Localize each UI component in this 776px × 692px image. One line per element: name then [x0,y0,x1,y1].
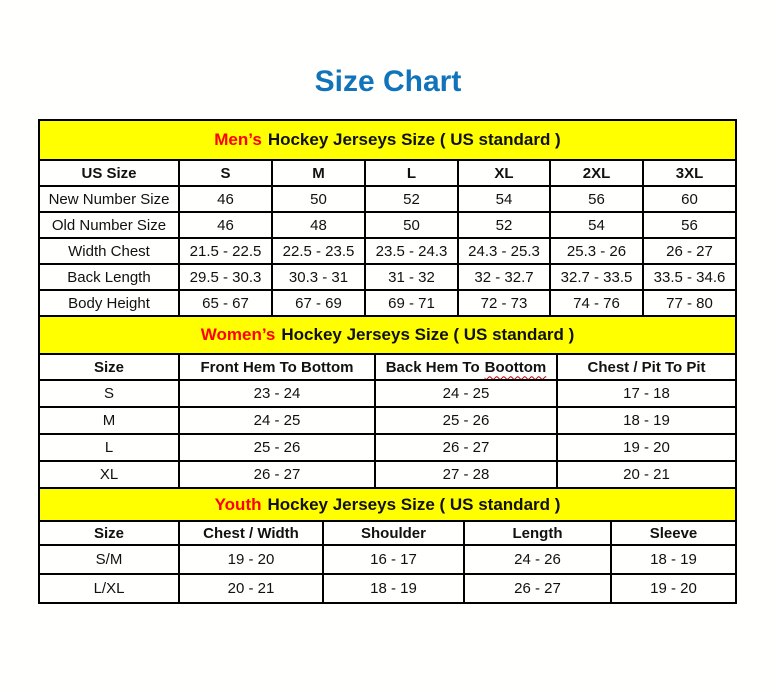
column-header [375,354,557,380]
table-row [39,290,736,316]
size-cell: 29.5 - 30.3 [179,264,272,290]
womens-section-label: Women’s [200,325,276,344]
size-cell: 30.3 - 31 [272,264,365,290]
size-cell: 46 [179,212,272,238]
size-cell: 25 - 26 [375,407,557,434]
womens-section-title [39,316,736,354]
size-cell: 21.5 - 22.5 [179,238,272,264]
size-cell: 23.5 - 24.3 [365,238,458,264]
row-label: Back Length [39,264,179,290]
size-cell: 19 - 20 [611,574,736,603]
size-cell: 26 - 27 [179,461,375,488]
size-cell: 48 [272,212,365,238]
mens-section-title-rest: Hockey Jerseys Size ( US standard ) [267,130,561,149]
youth-section-title-rest: Hockey Jerseys Size ( US standard ) [267,494,561,514]
size-cell: 67 - 69 [272,290,365,316]
row-label: Old Number Size [39,212,179,238]
size-cell: 33.5 - 34.6 [643,264,736,290]
column-header: US Size [39,160,179,186]
row-label: S [39,380,179,407]
row-label: Body Height [39,290,179,316]
womens-section-title-rest: Hockey Jerseys Size ( US standard ) [281,325,575,344]
size-cell: 19 - 20 [557,434,736,461]
column-header: Length [464,521,611,545]
size-cell: 46 [179,186,272,212]
row-label: L/XL [39,574,179,603]
size-cell: 24 - 26 [464,545,611,574]
size-cell: 22.5 - 23.5 [272,238,365,264]
size-cell: 26 - 27 [464,574,611,603]
youth-column-header-row [39,521,736,545]
page-title: Size Chart [314,65,462,98]
size-cell: 50 [365,212,458,238]
youth-size-table [38,487,737,604]
youth-section-title [39,488,736,521]
size-cell: 31 - 32 [365,264,458,290]
table-row [39,434,736,461]
table-row [39,407,736,434]
size-chart-container [38,119,735,604]
column-header: Size [39,354,179,380]
size-cell: 69 - 71 [365,290,458,316]
mens-size-table [38,119,737,317]
row-label: New Number Size [39,186,179,212]
size-cell: 56 [550,186,643,212]
back-hem-label-prefix: Back Hem To [385,358,480,376]
row-label: XL [39,461,179,488]
table-row [39,545,736,574]
youth-section-label: Youth [214,494,262,514]
size-cell: 17 - 18 [557,380,736,407]
column-header: 3XL [643,160,736,186]
size-cell: 65 - 67 [179,290,272,316]
size-cell: 26 - 27 [643,238,736,264]
table-row [39,186,736,212]
size-cell: 77 - 80 [643,290,736,316]
row-label: S/M [39,545,179,574]
size-cell: 50 [272,186,365,212]
row-label: Width Chest [39,238,179,264]
womens-size-table [38,315,737,489]
size-cell: 25.3 - 26 [550,238,643,264]
womens-section-header-row [39,316,736,354]
size-cell: 19 - 20 [179,545,323,574]
size-cell: 20 - 21 [179,574,323,603]
size-cell: 18 - 19 [611,545,736,574]
row-label: M [39,407,179,434]
mens-column-header-row [39,160,736,186]
table-row [39,264,736,290]
size-cell: 32 - 32.7 [458,264,550,290]
column-header: Chest / Pit To Pit [557,354,736,380]
size-cell: 26 - 27 [375,434,557,461]
table-row [39,461,736,488]
column-header: M [272,160,365,186]
column-header: Sleeve [611,521,736,545]
size-cell: 52 [458,212,550,238]
table-row [39,380,736,407]
column-header: L [365,160,458,186]
size-cell: 54 [550,212,643,238]
size-cell: 24.3 - 25.3 [458,238,550,264]
size-cell: 27 - 28 [375,461,557,488]
back-hem-misspelled-word: Boottom [484,358,547,376]
size-cell: 25 - 26 [179,434,375,461]
column-header: Size [39,521,179,545]
youth-section-header-row [39,488,736,521]
table-row [39,238,736,264]
column-header: XL [458,160,550,186]
size-cell: 24 - 25 [179,407,375,434]
column-header: Front Hem To Bottom [179,354,375,380]
row-label: L [39,434,179,461]
column-header: Chest / Width [179,521,323,545]
column-header: Shoulder [323,521,464,545]
table-row [39,574,736,603]
column-header: S [179,160,272,186]
column-header: 2XL [550,160,643,186]
size-cell: 54 [458,186,550,212]
size-cell: 72 - 73 [458,290,550,316]
mens-section-title [39,120,736,160]
size-cell: 18 - 19 [323,574,464,603]
mens-section-label: Men’s [214,130,262,149]
size-cell: 56 [643,212,736,238]
size-cell: 24 - 25 [375,380,557,407]
size-cell: 23 - 24 [179,380,375,407]
size-cell: 32.7 - 33.5 [550,264,643,290]
size-cell: 52 [365,186,458,212]
womens-column-header-row [39,354,736,380]
size-cell: 60 [643,186,736,212]
table-row [39,212,736,238]
size-cell: 20 - 21 [557,461,736,488]
mens-section-header-row [39,120,736,160]
size-cell: 18 - 19 [557,407,736,434]
size-cell: 16 - 17 [323,545,464,574]
size-cell: 74 - 76 [550,290,643,316]
